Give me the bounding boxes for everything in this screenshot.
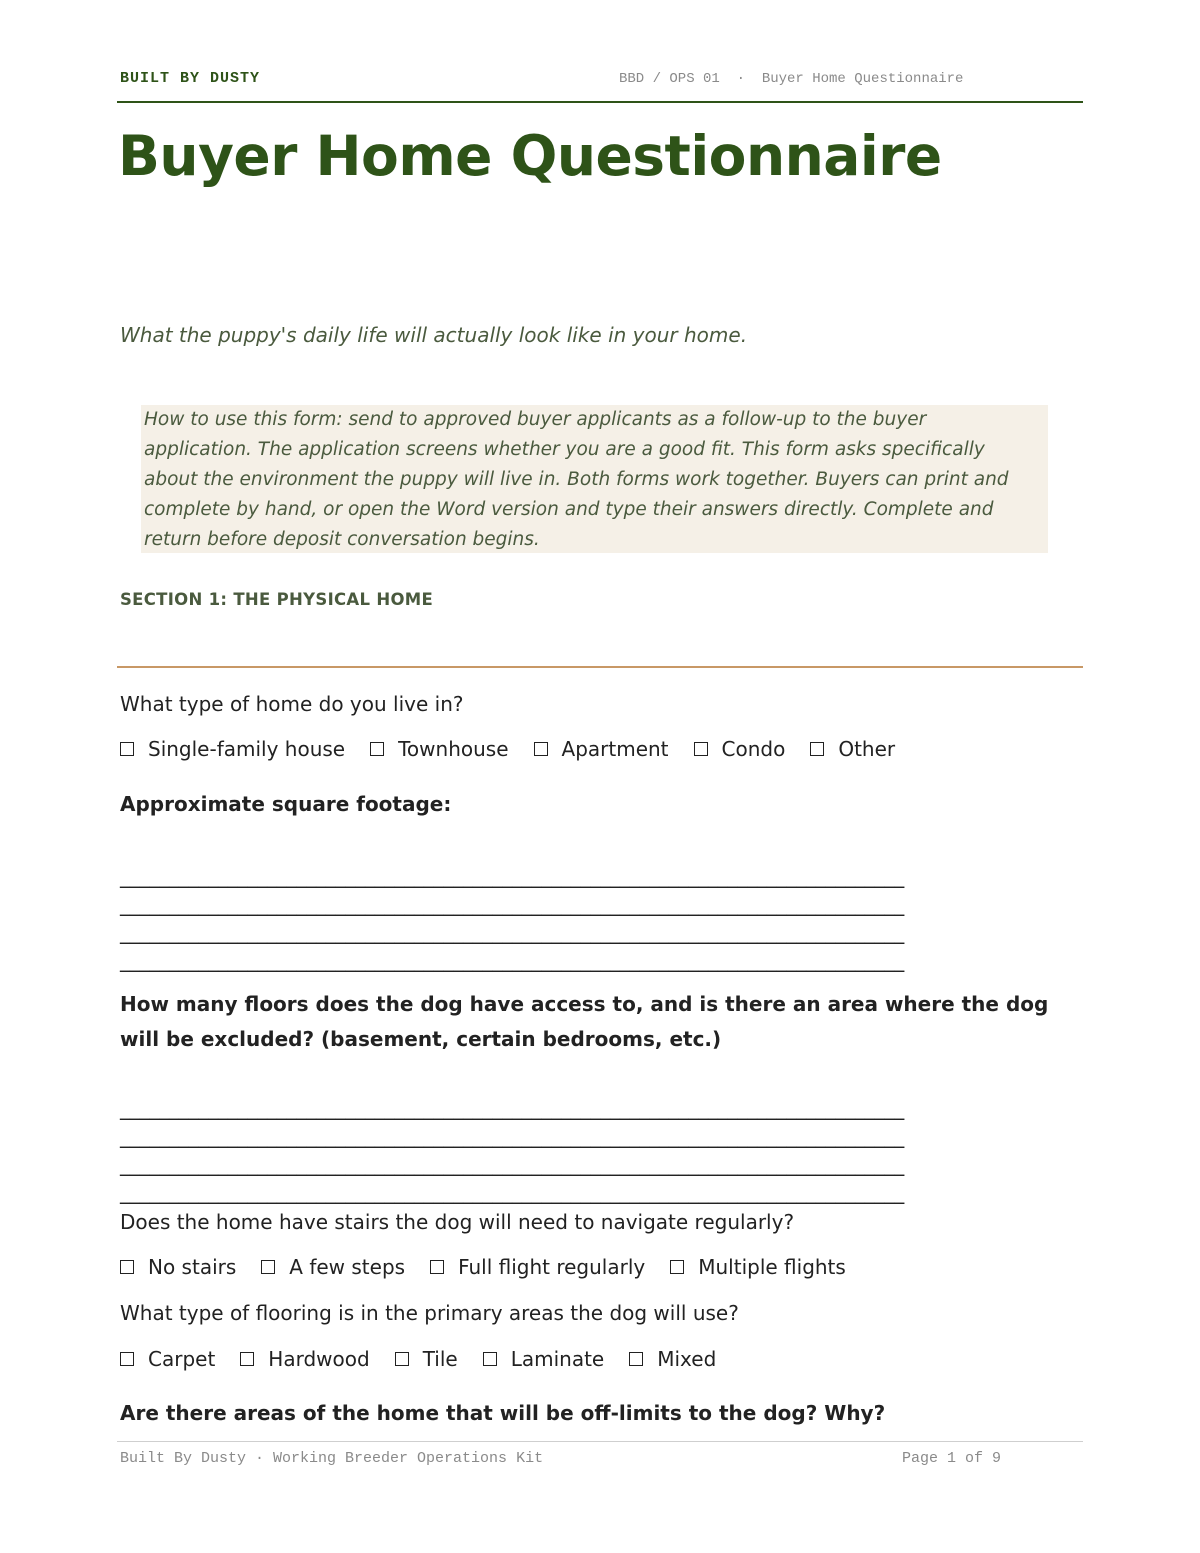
footer-text: Built By Dusty · Working Breeder Operations Kit: [120, 1450, 544, 1467]
question-off-limits: Are there areas of the home that will be off-limits to the dog? Why?: [120, 1401, 886, 1425]
option-label: Townhouse: [398, 737, 509, 761]
footer-divider: [117, 1441, 1083, 1442]
question-square-footage: Approximate square footage:: [120, 792, 452, 816]
answer-area[interactable]: [120, 862, 1080, 974]
option-checkbox[interactable]: [120, 1255, 236, 1279]
option-label: Hardwood: [268, 1347, 370, 1371]
option-label: Apartment: [561, 737, 669, 761]
option-checkbox[interactable]: [430, 1255, 645, 1279]
option-label: Carpet: [148, 1347, 216, 1371]
option-label: Condo: [721, 737, 786, 761]
checkbox-icon[interactable]: [534, 742, 548, 756]
answer-line-wrap: ________________________________________________________________________________: [120, 1180, 905, 1204]
page-title: Buyer Home Questionnaire: [118, 124, 942, 188]
option-label: A few steps: [289, 1255, 406, 1279]
question-flooring: What type of flooring is in the primary areas the dog will use?: [120, 1301, 739, 1325]
option-checkbox[interactable]: [534, 737, 669, 761]
checkbox-icon[interactable]: [629, 1352, 643, 1366]
page-subtitle: What the puppy's daily life will actually look like in your home.: [120, 323, 748, 347]
option-label: No stairs: [148, 1255, 237, 1279]
option-checkbox[interactable]: [120, 1347, 215, 1371]
option-checkbox[interactable]: [370, 737, 508, 761]
option-checkbox[interactable]: [810, 737, 895, 761]
option-checkbox[interactable]: [240, 1347, 369, 1371]
answer-line: ________________________________________________________________________________: [120, 1096, 905, 1120]
option-checkbox[interactable]: [120, 737, 345, 761]
option-label: Tile: [422, 1347, 458, 1371]
checkbox-icon[interactable]: [694, 742, 708, 756]
checkbox-icon[interactable]: [670, 1260, 684, 1274]
option-checkbox[interactable]: [483, 1347, 605, 1371]
question-floors: How many floors does the dog have access to, and is there an area where the dog will be excluded? (basement, certain bedrooms, etc.): [120, 992, 1049, 1051]
header-divider: [117, 101, 1083, 103]
answer-line-wrap: ________________________________________________________________________________: [120, 892, 905, 916]
option-label: Mixed: [657, 1347, 717, 1371]
option-checkbox[interactable]: [629, 1347, 716, 1371]
answer-line-wrap: ________________________________________________________________________________: [120, 948, 905, 972]
checkbox-icon[interactable]: [370, 742, 384, 756]
answer-line-wrap: ________________________________________________________________________________: [120, 1124, 905, 1148]
brand-name: BUILT BY DUSTY: [120, 70, 261, 87]
page-number: Page 1 of 9: [902, 1450, 1002, 1467]
checkbox-icon[interactable]: [810, 742, 824, 756]
checkbox-icon[interactable]: [120, 1352, 134, 1366]
answer-line: ________________________________________________________________________________: [120, 920, 905, 944]
checkbox-icon[interactable]: [430, 1260, 444, 1274]
checkbox-icon[interactable]: [261, 1260, 275, 1274]
option-checkbox[interactable]: [395, 1347, 458, 1371]
section-divider: [117, 666, 1083, 668]
checkbox-icon[interactable]: [483, 1352, 497, 1366]
option-checkbox[interactable]: [670, 1255, 846, 1279]
option-label: Single-family house: [148, 737, 346, 761]
instructions-callout: [141, 405, 1048, 553]
checkbox-icon[interactable]: [395, 1352, 409, 1366]
home-type-options: [120, 737, 920, 761]
answer-line: ________________________________________________________________________________: [120, 864, 905, 888]
section-heading: SECTION 1: THE PHYSICAL HOME: [120, 590, 434, 609]
question-home-type: What type of home do you live in?: [120, 692, 464, 716]
checkbox-icon[interactable]: [240, 1352, 254, 1366]
document-reference: BBD / OPS 01 · Buyer Home Questionnaire: [619, 71, 964, 87]
option-checkbox[interactable]: [261, 1255, 405, 1279]
answer-line: ________________________________________________________________________________: [120, 1152, 905, 1176]
checkbox-icon[interactable]: [120, 742, 134, 756]
option-checkbox[interactable]: [694, 737, 786, 761]
option-label: Multiple flights: [698, 1255, 846, 1279]
stairs-options: [120, 1255, 871, 1279]
flooring-options: [120, 1347, 741, 1371]
instructions-text: How to use this form: send to approved buyer applicants as a follow-up to the buyer application. The application screens whether you are a good fit. This form asks specifically about the environment the puppy will live in. Both forms work together. Buyers can print and complete by hand, or open the Word version and type their answers directly. Complete and return before deposit conversation begins.: [144, 409, 1009, 550]
option-label: Laminate: [510, 1347, 605, 1371]
checkbox-icon[interactable]: [120, 1260, 134, 1274]
answer-area[interactable]: [120, 1094, 1080, 1206]
option-label: Other: [838, 737, 896, 761]
question-stairs: Does the home have stairs the dog will need to navigate regularly?: [120, 1210, 795, 1234]
option-label: Full flight regularly: [458, 1255, 646, 1279]
